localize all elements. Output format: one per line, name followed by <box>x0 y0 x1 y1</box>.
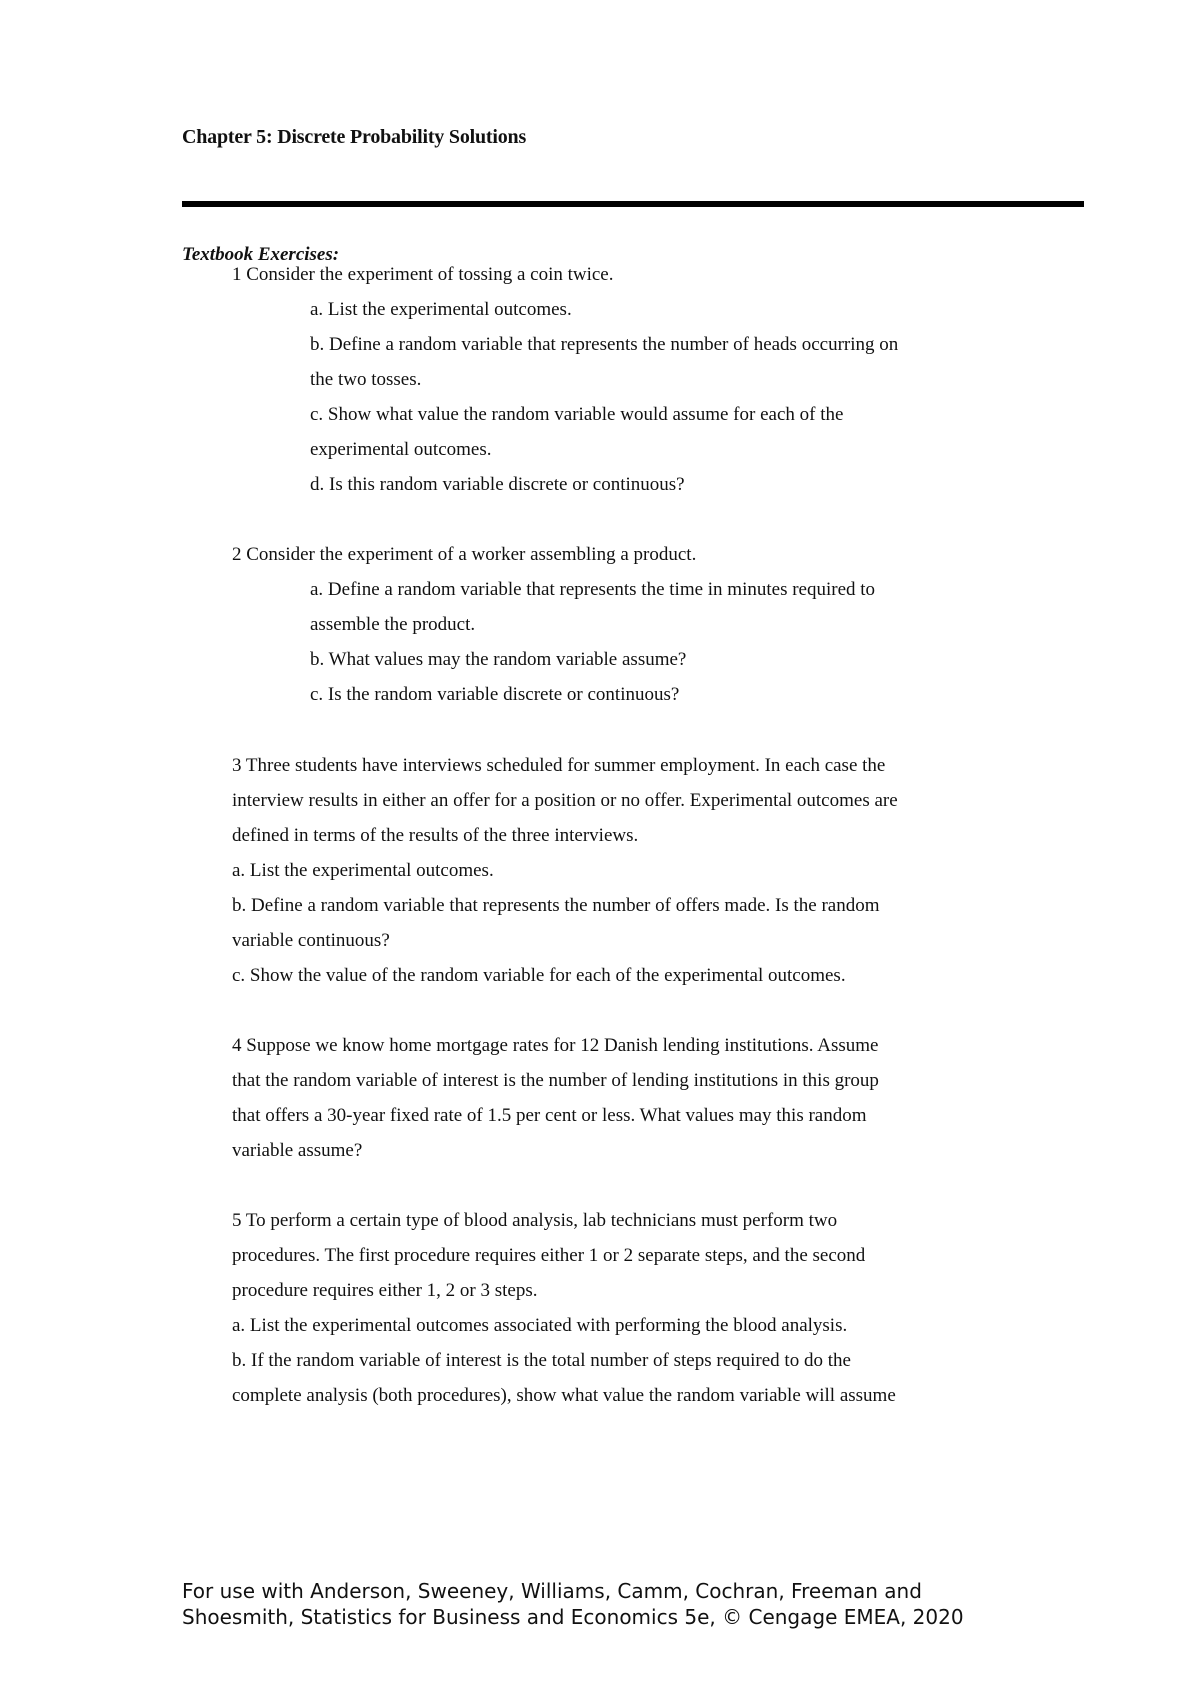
exercise-1b: b. Define a random variable that represents the number of heads occurring on <box>310 334 899 355</box>
page-footer <box>182 1578 964 1630</box>
exercise-4-text-cont: variable assume? <box>232 1140 363 1161</box>
exercise-5b-cont: complete analysis (both procedures), show what value the random variable will assume <box>232 1385 896 1406</box>
exercise-2c: c. Is the random variable discrete or continuous? <box>310 684 680 705</box>
exercise-5a: a. List the experimental outcomes associated with performing the blood analysis. <box>232 1315 848 1336</box>
exercise-1d: d. Is this random variable discrete or continuous? <box>310 474 685 495</box>
exercise-5b: b. If the random variable of interest is the total number of steps required to do the <box>232 1350 851 1371</box>
exercise-4-text-cont: that offers a 30-year fixed rate of 1.5 per cent or less. What values may this random <box>232 1105 867 1126</box>
exercise-2-text: 2 Consider the experiment of a worker assembling a product. <box>232 544 697 565</box>
exercise-1-text: 1 Consider the experiment of tossing a coin twice. <box>232 264 614 285</box>
exercise-3-text-cont: interview results in either an offer for a position or no offer. Experimental outcomes are <box>232 790 898 811</box>
exercise-2a-cont: assemble the product. <box>310 614 476 635</box>
chapter-title: Chapter 5: Discrete Probability Solutions <box>182 126 527 148</box>
exercise-4-text-cont: that the random variable of interest is the number of lending institutions in this group <box>232 1070 879 1091</box>
exercise-4-text: 4 Suppose we know home mortgage rates for 12 Danish lending institutions. Assume <box>232 1035 879 1056</box>
exercise-3b-cont: variable continuous? <box>232 930 390 951</box>
footer-line-1: For use with Anderson, Sweeney, Williams, Camm, Cochran, Freeman and <box>182 1579 922 1603</box>
exercise-1c-cont: experimental outcomes. <box>310 439 492 460</box>
title-divider <box>182 201 1084 207</box>
exercise-3c: c. Show the value of the random variable for each of the experimental outcomes. <box>232 965 846 986</box>
footer-line-2: Shoesmith, Statistics for Business and Economics 5e, © Cengage EMEA, 2020 <box>182 1605 964 1629</box>
exercise-1a: a. List the experimental outcomes. <box>310 299 572 320</box>
exercise-3-text-cont: defined in terms of the results of the three interviews. <box>232 825 639 846</box>
exercise-3a: a. List the experimental outcomes. <box>232 860 494 881</box>
exercise-5-text: 5 To perform a certain type of blood analysis, lab technicians must perform two <box>232 1210 838 1231</box>
exercise-1c: c. Show what value the random variable would assume for each of the <box>310 404 844 425</box>
exercise-5-text-cont: procedure requires either 1, 2 or 3 steps. <box>232 1280 538 1301</box>
exercise-5-text-cont: procedures. The first procedure requires either 1 or 2 separate steps, and the second <box>232 1245 866 1266</box>
section-heading: Textbook Exercises: <box>182 244 340 265</box>
exercise-1b-cont: the two tosses. <box>310 369 422 390</box>
exercise-2b: b. What values may the random variable assume? <box>310 649 687 670</box>
exercise-2a: a. Define a random variable that represents the time in minutes required to <box>310 579 876 600</box>
exercise-3-text: 3 Three students have interviews scheduled for summer employment. In each case the <box>232 755 886 776</box>
exercise-3b: b. Define a random variable that represents the number of offers made. Is the random <box>232 895 880 916</box>
